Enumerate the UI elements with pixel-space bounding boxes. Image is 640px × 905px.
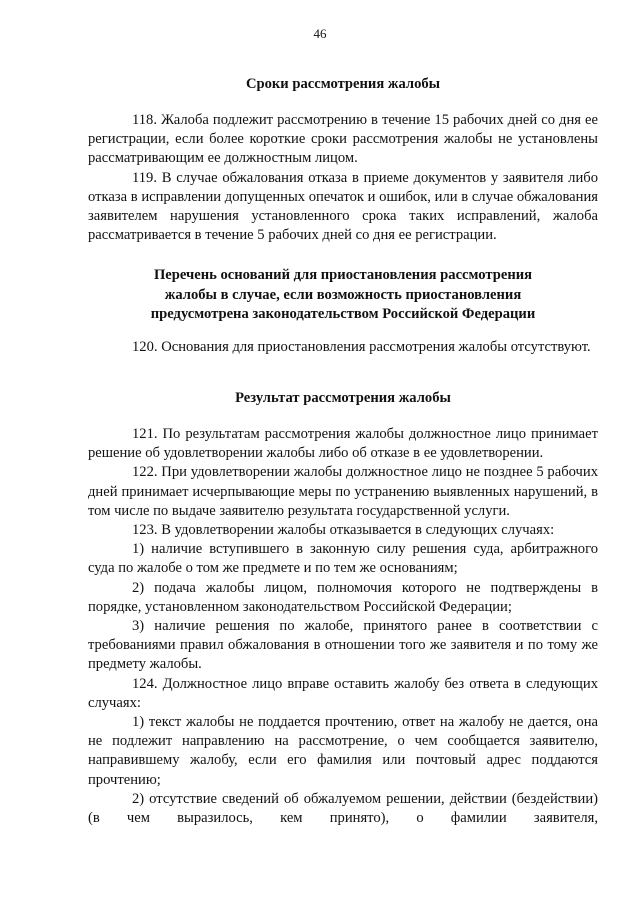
- paragraph-120: 120. Основания для приостановления рассмотрения жалобы отсутствуют.: [132, 339, 591, 355]
- heading-line: жалобы в случае, если возможность приостановления: [164, 286, 522, 303]
- paragraph-123: 123. В удовлетворении жалобы отказывается в следующих случаях:: [132, 522, 555, 539]
- paragraph-124-item-1: 1) текст жалобы не поддается прочтению, ответ на жалобу не дается, она не подлежит направлению на рассмотрение, о чем сообщается заявителю, направившему жалобу, если его фамилия или почтовый адрес поддаются прочтению;: [88, 714, 598, 788]
- section-heading-suspension-grounds: [88, 266, 598, 325]
- paragraph-124-item-2: 2) отсутствие сведений об обжалуемом решении, действии (бездействии) (в чем выразилось, кем принято), о фамилии заявителя,: [88, 790, 598, 827]
- page-number: 46: [313, 26, 327, 41]
- paragraph-124: 124. Должностное лицо вправе оставить жалобу без ответа в следующих случаях:: [88, 675, 598, 711]
- paragraph-122: 122. При удовлетворении жалобы должностное лицо не позднее 5 рабочих дней принимает исчерпывающие меры по устранению выявленных нарушений, в том числе по выдаче заявителю результата государственной услуги.: [88, 464, 598, 519]
- heading-line: предусмотрена законодательством Российской Федерации: [150, 306, 536, 322]
- section-review-result-body: [88, 425, 598, 828]
- paragraph-119: 119. В случае обжалования отказа в приеме документов у заявителя либо отказа в исправлении допущенных опечаток и ошибок, или в случае обжалования заявителем нарушения установленного срока таких исправлений, жалоба рассматривается в течение 5 рабочих дней со дня ее регистрации.: [88, 169, 598, 244]
- section-suspension-body: [88, 338, 598, 357]
- section-review-terms-body: [88, 111, 598, 245]
- paragraph-118: 118. Жалоба подлежит рассмотрению в течение 15 рабочих дней со дня ее регистрации, если более короткие сроки рассмотрения жалобы не установлены рассматривающим ее должностным лицом.: [88, 112, 598, 167]
- section-heading-review-terms: Сроки рассмотрения жалобы: [245, 76, 441, 92]
- heading-line: Перечень оснований для приостановления рассмотрения: [153, 267, 533, 283]
- paragraph-123-item-1: 1) наличие вступившего в законную силу решения суда, арбитражного суда по жалобе о том же предмете и по тем же основаниям;: [88, 541, 598, 577]
- paragraph-123-item-3: 3) наличие решения по жалобе, принятого ранее в соответствии с требованиями правил обжалования в отношении того же заявителя и по тому же предмету жалобы.: [88, 618, 598, 673]
- section-heading-review-result: Результат рассмотрения жалобы: [235, 390, 451, 406]
- paragraph-123-item-2: 2) подача жалобы лицом, полномочия которого не подтверждены в порядке, установленном законодательством Российской Федерации;: [88, 579, 598, 615]
- paragraph-121: 121. По результатам рассмотрения жалобы должностное лицо принимает решение об удовлетворении жалобы либо об отказе в ее удовлетворении.: [88, 426, 598, 462]
